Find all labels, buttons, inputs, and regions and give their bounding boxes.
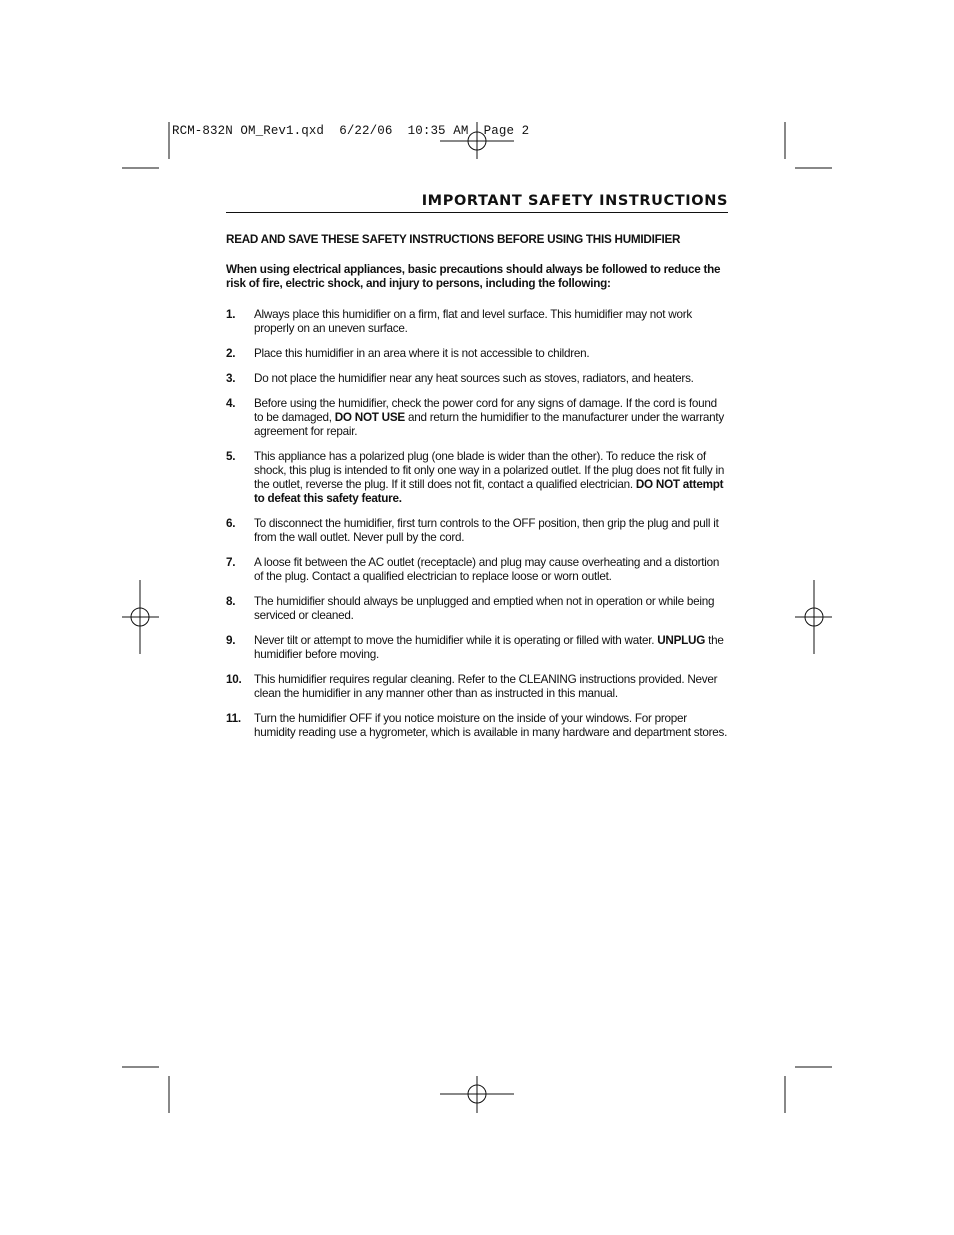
instruction-text-run: the humidifier before moving. xyxy=(254,634,724,661)
instruction-number: 7. xyxy=(226,556,236,569)
instruction-text xyxy=(254,595,728,623)
registration-mark xyxy=(795,580,832,654)
instruction-number: 6. xyxy=(226,517,236,530)
registration-mark xyxy=(122,580,159,654)
emphasis-text: DO NOT attempt to defeat this safety feature. xyxy=(254,478,724,505)
intro-precaution: When using electrical appliances, basic precautions should always be followed to reduce the risk of fire, electric shock, and injury to persons, including the following: xyxy=(226,263,721,290)
instruction-item xyxy=(226,556,728,584)
instruction-text xyxy=(254,372,728,386)
intro-lead: READ AND SAVE THESE SAFETY INSTRUCTIONS BEFORE USING THIS HUMIDIFIER xyxy=(226,233,681,246)
instruction-number: 3. xyxy=(226,372,236,385)
instruction-number: 4. xyxy=(226,397,236,410)
file-slug-line: RCM-832N OM_Rev1.qxd 6/22/06 10:35 AM Page 2 xyxy=(172,124,530,138)
registration-mark xyxy=(440,1076,514,1113)
instruction-text-run: Always place this humidifier on a firm, flat and level surface. This humidifier may not work properly on an uneven surface. xyxy=(254,308,692,335)
emphasis-text: DO NOT USE xyxy=(334,411,405,424)
instruction-text-run: The humidifier should always be unplugged and emptied when not in operation or while being serviced or cleaned. xyxy=(254,595,715,622)
instruction-number: 5. xyxy=(226,450,236,463)
instruction-text-run: To disconnect the humidifier, first turn controls to the OFF position, then grip the plug and pull it from the wall outlet. Never pull by the cord. xyxy=(254,517,719,544)
instruction-text-run: This humidifier requires regular cleaning. Refer to the CLEANING instructions provided. Never clean the humidifier in any manner other than as instructed in this manual. xyxy=(254,673,718,700)
instruction-text-run: Place this humidifier in an area where it is not accessible to children. xyxy=(254,347,590,360)
instruction-text-run: A loose fit between the AC outlet (receptacle) and plug may cause overheating and a distortion of the plug. Contact a qualified electrician to replace loose or worn outlet. xyxy=(254,556,720,583)
instruction-number: 1. xyxy=(226,308,236,321)
instruction-text xyxy=(254,308,728,336)
page-title: IMPORTANT SAFETY INSTRUCTIONS xyxy=(421,193,728,209)
instruction-list xyxy=(226,308,728,740)
instruction-text xyxy=(254,517,728,545)
instruction-number: 10. xyxy=(226,673,242,686)
instruction-number: 2. xyxy=(226,347,236,360)
instruction-item xyxy=(226,450,728,506)
instruction-item xyxy=(226,372,728,386)
instruction-text xyxy=(254,450,728,506)
instruction-number: 11. xyxy=(226,712,241,725)
instruction-item xyxy=(226,712,728,740)
instruction-text-run: and return the humidifier to the manufacturer under the warranty agreement for repair. xyxy=(254,411,724,438)
instruction-item xyxy=(226,673,728,701)
instruction-text-run: Turn the humidifier OFF if you notice moisture on the inside of your windows. For proper humidity reading use a hygrometer, which is available in many hardware and department stores. xyxy=(254,712,728,739)
safety-instructions xyxy=(226,233,728,751)
instruction-number: 8. xyxy=(226,595,236,608)
header-divider xyxy=(226,212,728,213)
instruction-text xyxy=(254,634,728,662)
instruction-text-run: Before using the humidifier, check the power cord for any signs of damage. If the cord is found to be damaged, xyxy=(254,397,717,424)
instruction-item xyxy=(226,595,728,623)
instruction-text xyxy=(254,673,728,701)
instruction-text xyxy=(254,712,728,740)
emphasis-text: UNPLUG xyxy=(657,634,706,647)
instruction-text-run: Do not place the humidifier near any heat sources such as stoves, radiators, and heaters. xyxy=(254,372,694,385)
instruction-text xyxy=(254,397,728,439)
instruction-item xyxy=(226,347,728,361)
instruction-item xyxy=(226,397,728,439)
instruction-text-run: Never tilt or attempt to move the humidifier while it is operating or filled with water. xyxy=(254,634,658,647)
instruction-text xyxy=(254,556,728,584)
instruction-item xyxy=(226,517,728,545)
instruction-number: 9. xyxy=(226,634,236,647)
instruction-item xyxy=(226,634,728,662)
instruction-item xyxy=(226,308,728,336)
instruction-text xyxy=(254,347,728,361)
instruction-text-run: This appliance has a polarized plug (one blade is wider than the other). To reduce the risk of shock, this plug is intended to fit only one way in a polarized outlet. If the plug does not fit fully in the outlet, reverse the plug. If it still does not fit, contact a qualified electrician. xyxy=(254,450,725,491)
